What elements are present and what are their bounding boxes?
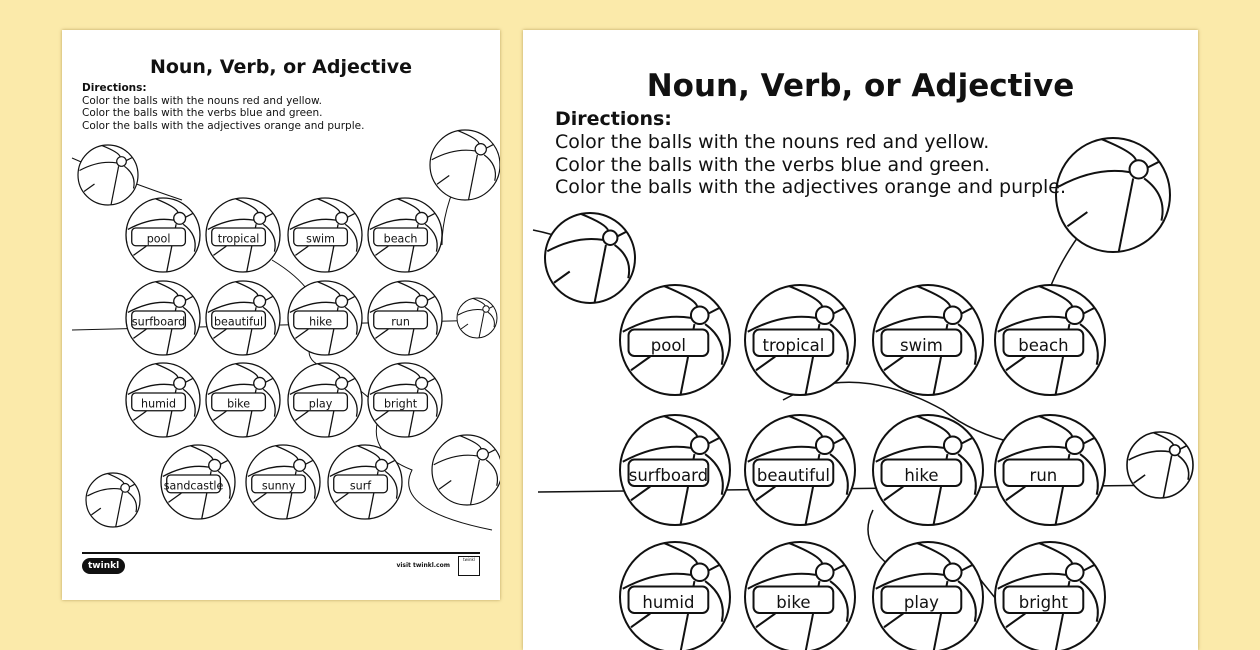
beach-ball-icon <box>1056 138 1170 252</box>
ball-word: beautiful <box>213 315 264 329</box>
word-ball <box>368 363 442 437</box>
beach-ball-icon <box>86 473 140 527</box>
word-ball <box>126 363 200 437</box>
beach-ball-icon <box>457 298 497 338</box>
worksheet-preview <box>523 30 1198 650</box>
ball-word: play <box>308 397 333 411</box>
word-ball <box>995 542 1105 650</box>
ball-word: surf <box>349 479 372 493</box>
word-ball <box>206 281 280 355</box>
ball-word: play <box>903 593 939 612</box>
word-ball <box>206 198 280 272</box>
ball-word: run <box>391 315 410 329</box>
word-ball <box>161 445 235 519</box>
word-ball <box>995 285 1105 395</box>
word-ball <box>873 542 983 650</box>
beach-ball-icon <box>430 130 500 200</box>
worksheet-title: Noun, Verb, or Adjective <box>646 68 1075 104</box>
worksheet-title: Noun, Verb, or Adjective <box>149 56 413 78</box>
word-ball <box>206 363 280 437</box>
word-ball <box>126 281 200 355</box>
word-ball <box>620 415 730 525</box>
word-ball <box>368 281 442 355</box>
ball-word: beach <box>1018 336 1069 355</box>
ball-word: sunny <box>261 479 296 493</box>
twinkl-badge: twinkl <box>458 556 480 576</box>
ball-word: sandcastle <box>163 479 224 493</box>
word-ball <box>288 363 362 437</box>
ball-word: bike <box>776 593 811 612</box>
word-ball <box>995 415 1105 525</box>
ball-word: humid <box>141 397 177 411</box>
ball-word: bright <box>384 397 418 411</box>
visit-link: visit twinkl.com <box>396 562 450 569</box>
word-ball <box>328 445 402 519</box>
ball-word: humid <box>642 593 695 612</box>
word-ball <box>873 285 983 395</box>
word-ball <box>873 415 983 525</box>
direction-line: Color the balls with the nouns red and yellow. <box>555 130 990 153</box>
directions <box>555 108 1066 199</box>
word-ball <box>288 281 362 355</box>
directions <box>82 82 364 132</box>
ball-word: run <box>1029 466 1058 485</box>
twinkl-logo: twinkl <box>82 558 125 574</box>
beach-ball-icon <box>78 145 138 205</box>
word-ball <box>126 198 200 272</box>
word-ball <box>246 445 320 519</box>
direction-line: Color the balls with the adjectives orange and purple. <box>555 176 1067 199</box>
ball-word: surfboard <box>131 315 186 329</box>
directions-heading: Directions: <box>82 82 147 94</box>
word-ball <box>745 415 855 525</box>
word-ball <box>288 198 362 272</box>
ball-word: tropical <box>762 336 825 355</box>
ball-word: pool <box>146 232 171 246</box>
ball-word: beach <box>383 232 418 246</box>
word-ball <box>620 542 730 650</box>
word-ball <box>745 285 855 395</box>
word-ball <box>745 542 855 650</box>
footer-divider <box>82 552 480 554</box>
directions-heading: Directions: <box>555 108 672 130</box>
direction-line: Color the balls with the nouns red and yellow. <box>82 94 322 107</box>
direction-line: Color the balls with the adjectives orange and purple. <box>82 119 365 132</box>
ball-word: pool <box>650 336 687 355</box>
ball-word: bike <box>227 397 251 411</box>
ball-word: bright <box>1018 593 1069 612</box>
beach-ball-icon <box>545 213 635 303</box>
ball-word: swim <box>900 336 943 355</box>
ball-word: hike <box>904 466 939 485</box>
ball-word: swim <box>306 232 335 246</box>
word-ball <box>620 285 730 395</box>
beach-ball-icon <box>432 435 500 505</box>
ball-word: hike <box>309 315 333 329</box>
ball-word: beautiful <box>756 466 830 485</box>
beach-ball-icon <box>1127 432 1193 498</box>
ball-word: surfboard <box>628 466 709 485</box>
ball-word: tropical <box>217 232 260 246</box>
direction-line: Color the balls with the verbs blue and green. <box>555 153 991 176</box>
word-ball <box>368 198 442 272</box>
direction-line: Color the balls with the verbs blue and green. <box>82 107 323 120</box>
worksheet-thumbnail[interactable] <box>62 30 500 600</box>
